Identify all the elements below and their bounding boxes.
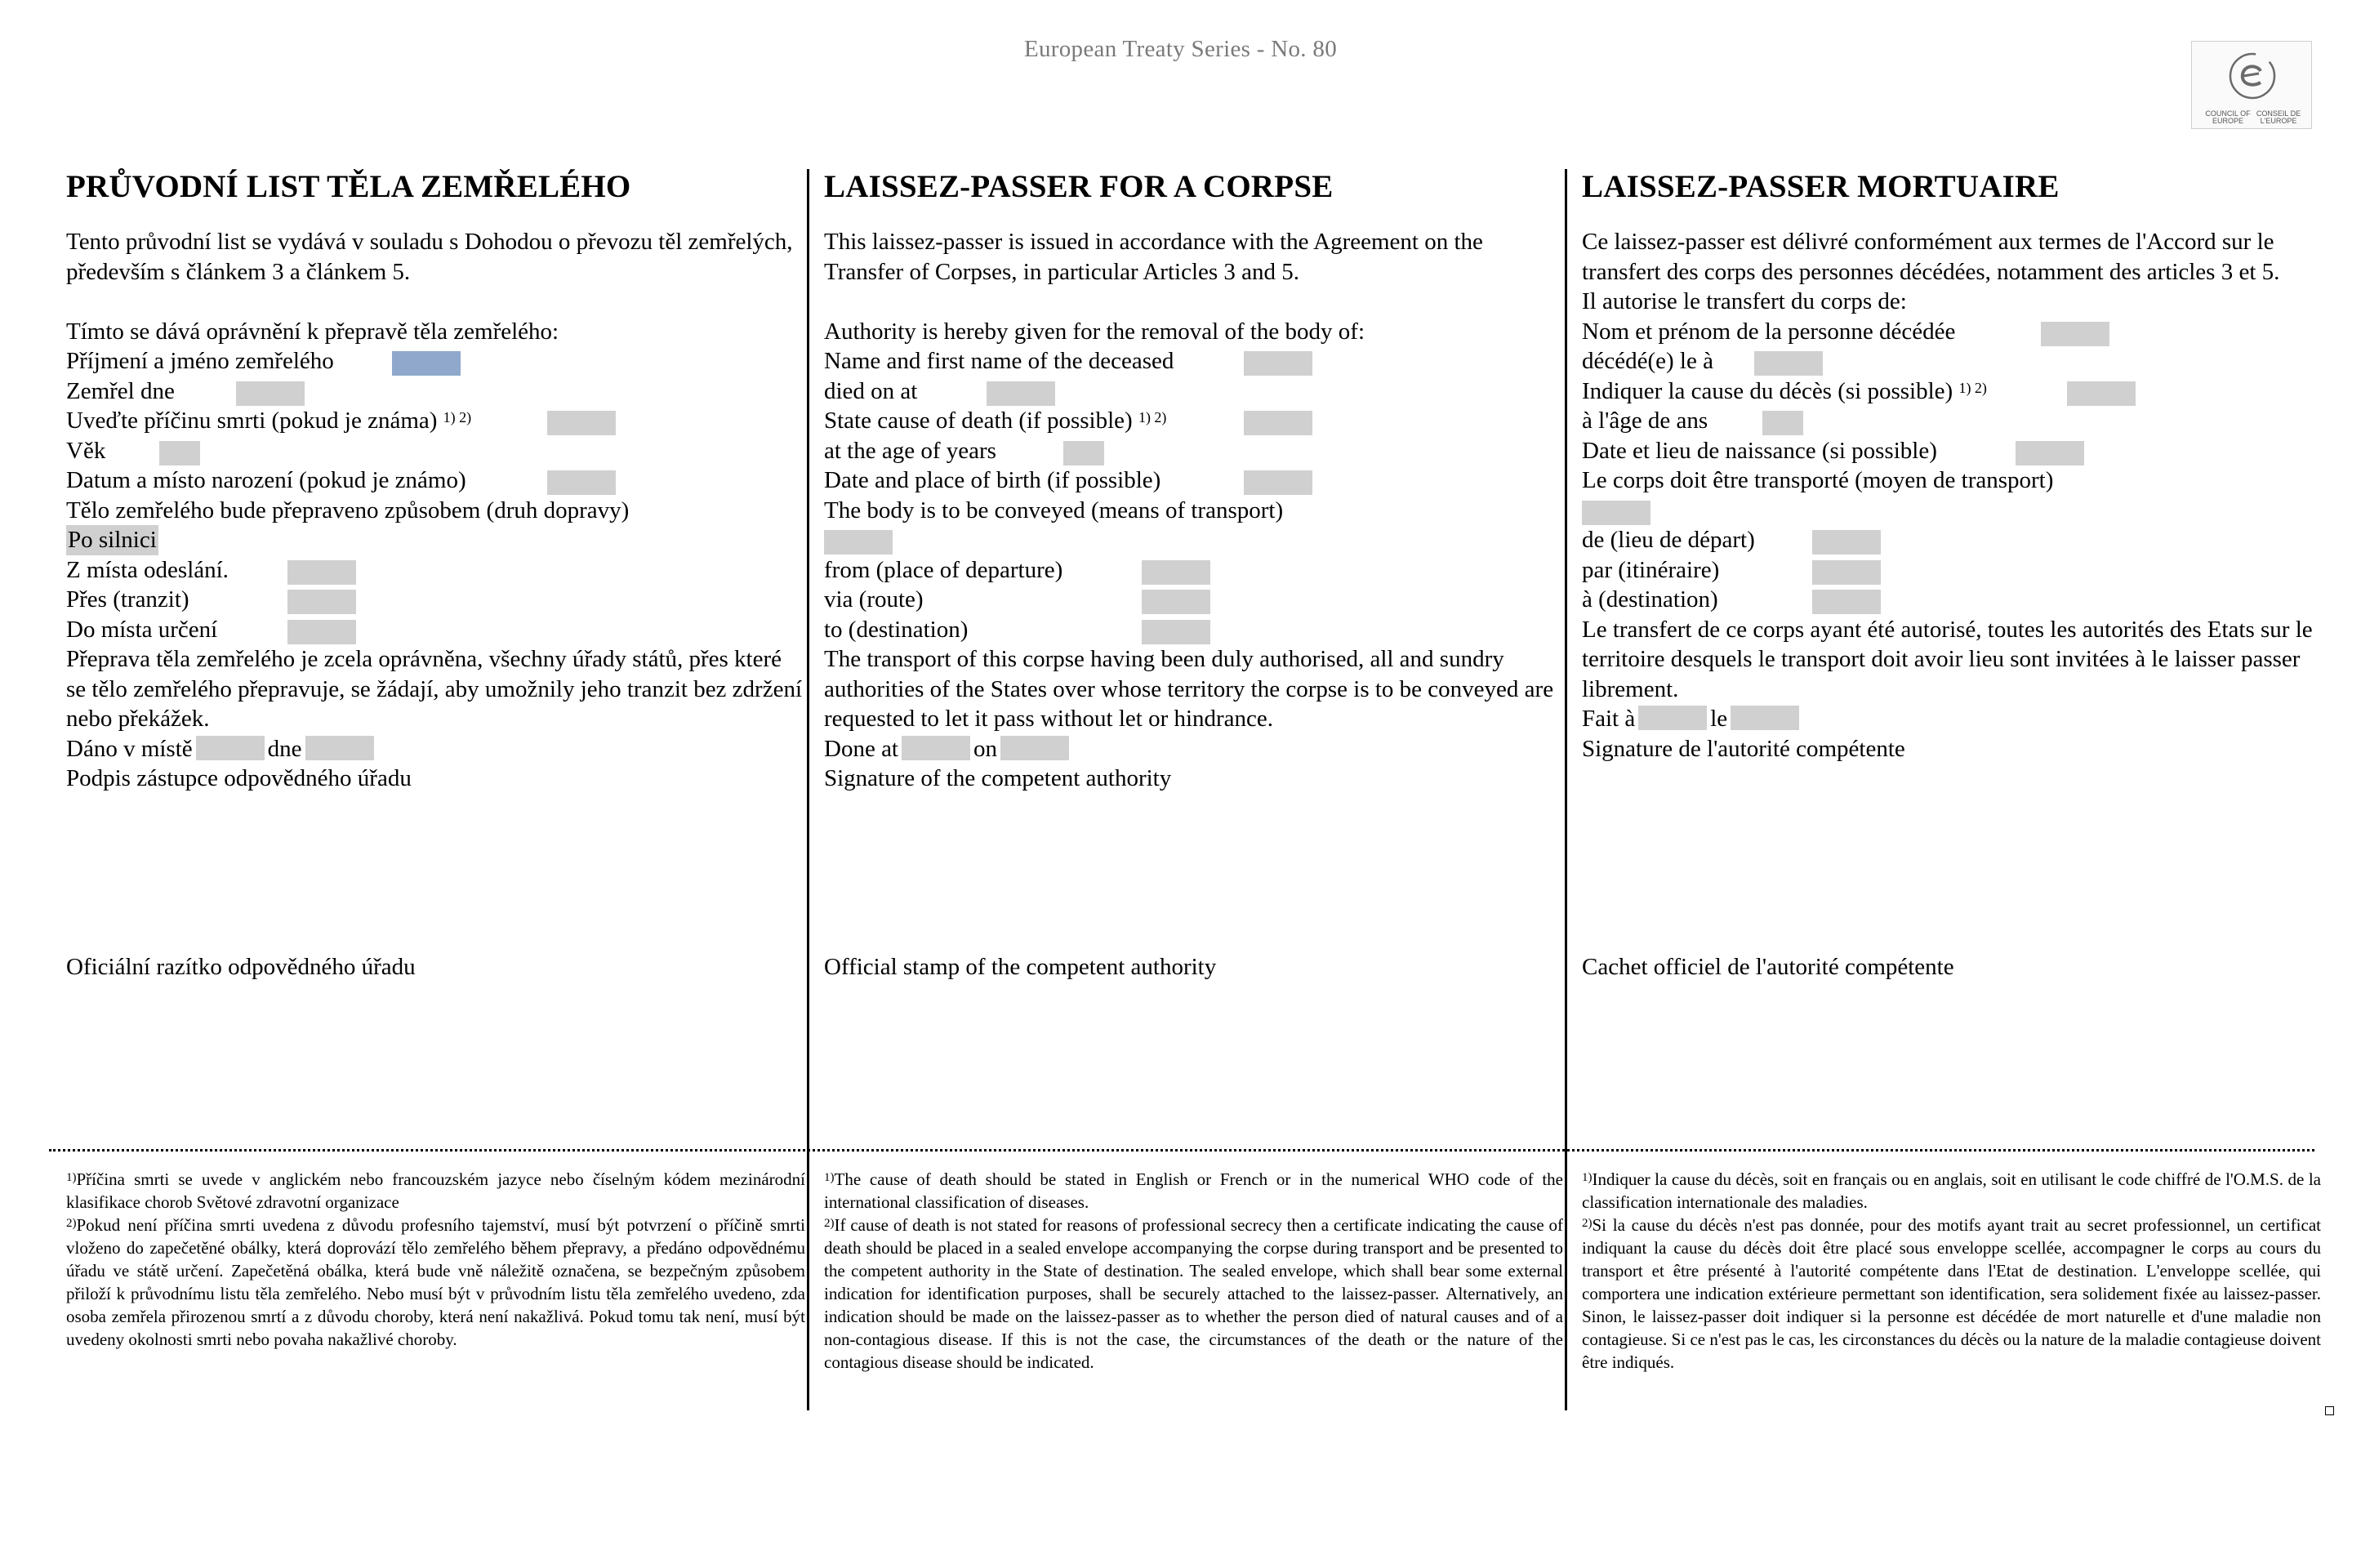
from-label: from (place of departure): [824, 556, 1063, 583]
signature-label: Podpis zástupce odpovědného úřadu: [66, 765, 412, 791]
signature-label: Signature of the competent authority: [824, 765, 1172, 791]
done-on-label: le: [1710, 706, 1728, 732]
footnote-marker: 2): [1582, 1217, 1593, 1230]
done-on-field[interactable]: [1000, 736, 1069, 760]
authority-text: Tímto se dává oprávnění k přepravě těla zemřelého:: [66, 318, 559, 345]
footnote-2: [66, 1214, 805, 1351]
footnotes-english: [824, 1168, 1563, 1374]
column-divider: [807, 169, 809, 1410]
footnote-marker: 2): [66, 1217, 77, 1230]
authority-text: Authority is hereby given for the removal of the body of:: [824, 318, 1365, 345]
cause-label: Uveďte příčinu smrti (pokud je známa): [66, 408, 438, 434]
birth-field[interactable]: [1244, 470, 1312, 495]
age-label: Věk: [66, 437, 106, 464]
to-field[interactable]: [1142, 620, 1210, 644]
done-on-label: dne: [267, 735, 302, 762]
from-label: de (lieu de départ): [1582, 527, 1755, 553]
cause-label: State cause of death (if possible): [824, 408, 1133, 434]
transport-field[interactable]: [1582, 501, 1650, 525]
done-at-field[interactable]: [196, 736, 265, 760]
signature-label: Signature de l'autorité compétente: [1582, 735, 1905, 762]
authority-text: Il autorise le transfert du corps de:: [1582, 288, 1907, 314]
transport-label: Le corps doit être transporté (moyen de transport): [1582, 467, 2054, 493]
done-at-field[interactable]: [1638, 706, 1707, 730]
cause-field[interactable]: [1244, 411, 1312, 435]
footnote-text: The cause of death should be stated in English or French or in the numerical WHO code of the international classification of diseases.: [824, 1169, 1563, 1212]
corner-marker: [2325, 1406, 2334, 1415]
via-label: Přes (tranzit): [66, 586, 189, 612]
transport-label: The body is to be conveyed (means of transport): [824, 497, 1284, 523]
name-label: Nom et prénom de la personne décédée: [1582, 318, 1956, 345]
intro-text: This laissez-passer is issued in accordance with the Agreement on the Transfer of Corpses, in particular Articles 3 and 5.: [824, 229, 1483, 285]
birth-label: Date et lieu de naissance (si possible): [1582, 437, 1937, 464]
column-english: [824, 163, 1563, 980]
name-field[interactable]: [1244, 351, 1312, 376]
column-french: [1582, 163, 2321, 980]
birth-label: Date and place of birth (if possible): [824, 467, 1161, 493]
name-label: Name and first name of the deceased: [824, 348, 1174, 374]
footnote-text: Indiquer la cause du décès, soit en français ou en anglais, soit en utilisant le code chiffré de l'O.M.S. de la classification internationale des maladies.: [1582, 1169, 2321, 1212]
footnote-text: Příčina smrti se uvede v anglickém nebo francouzském jazyce nebo číselným kódem mezinárodní klasifikace chorob Světové zdravotní organizace: [66, 1169, 805, 1212]
footnotes-czech: [66, 1168, 805, 1351]
transport-value[interactable]: Po silnici: [66, 525, 158, 555]
footnote-marker: 1): [1582, 1171, 1593, 1184]
done-at-label: Done at: [824, 735, 898, 762]
done-on-field[interactable]: [1731, 706, 1799, 730]
name-field[interactable]: [2041, 322, 2109, 346]
footnote-2: [824, 1214, 1563, 1374]
footnote-1: [824, 1168, 1563, 1214]
via-field[interactable]: [1812, 560, 1881, 585]
to-label: à (destination): [1582, 586, 1718, 612]
stamp-label: Oficiální razítko odpovědného úřadu: [66, 954, 416, 980]
footnote-marker: 1): [66, 1171, 77, 1184]
column-title: PRŮVODNÍ LIST TĚLA ZEMŘELÉHO: [66, 169, 631, 204]
logo-org-en: COUNCIL OF EUROPE: [2205, 109, 2251, 125]
transport-label: Tělo zemřelého bude přepraveno způsobem (druh dopravy): [66, 497, 630, 523]
column-czech: [66, 163, 805, 980]
council-of-europe-logo: [2191, 41, 2312, 129]
stamp-label: Cachet officiel de l'autorité compétente: [1582, 954, 1954, 980]
from-label: Z místa odeslání.: [66, 556, 229, 583]
name-label: Příjmení a jméno zemřelého: [66, 348, 334, 374]
died-label: décédé(e) le à: [1582, 348, 1713, 374]
stamp-label: Official stamp of the competent authority: [824, 954, 1217, 980]
to-label: Do místa určení: [66, 616, 218, 643]
footnotes-french: [1582, 1168, 2321, 1374]
died-field[interactable]: [987, 381, 1055, 406]
done-on-field[interactable]: [305, 736, 374, 760]
birth-field[interactable]: [547, 470, 616, 495]
from-field[interactable]: [1142, 560, 1210, 585]
cause-field[interactable]: [547, 411, 616, 435]
column-divider: [1565, 169, 1567, 1410]
pass-text: Le transfert de ce corps ayant été autorisé, toutes les autorités des Etats sur le territoire desquels le transport doit avoir lieu sont invitées à le laisser passer librement.: [1582, 616, 2313, 702]
from-field[interactable]: [1812, 530, 1881, 555]
footnote-marker: 2): [824, 1217, 835, 1230]
age-label: à l'âge de ans: [1582, 408, 1708, 434]
logo-org-fr: CONSEIL DE L'EUROPE: [2256, 109, 2301, 125]
name-field[interactable]: [392, 351, 461, 376]
footnote-text: If cause of death is not stated for reasons of professional secrecy then a certificate indicating the cause of death should be placed in a sealed envelope accompanying the corpse during transport and be presented to the competent authority in the State of destination. The sealed envelope, which shall bear some external indication for identification purposes, shall be securely attached to the laissez-passer. Alternatively, an indication should be made on the laissez-passer as to whether the person died of natural causes and of a non-contagious disease. If this is not the case, the circumstances of the death or the nature of the contagious disease should be indicated.: [824, 1215, 1563, 1372]
age-field[interactable]: [1063, 441, 1104, 466]
to-field[interactable]: [1812, 590, 1881, 614]
via-field[interactable]: [1142, 590, 1210, 614]
council-logo-icon: [2223, 47, 2282, 105]
done-at-label: Dáno v místě: [66, 735, 193, 762]
footnote-1: [66, 1168, 805, 1214]
cause-footnote-ref: 1) 2): [1138, 409, 1167, 425]
cause-footnote-ref: 1) 2): [1958, 379, 1987, 396]
done-on-label: on: [973, 735, 997, 762]
footnote-text: Si la cause du décès n'est pas donnée, pour des motifs ayant trait au secret professionnel, un certificat indiquant la cause du décès doit être placé sous enveloppe scellée, accompagner le corps au cours du transport et être présenté à l'autorité compétente dans l'Etat de destination. L'enveloppe scellée, qui comportera une indication extérieure permettant son identification, sera solidement fixée au laissez-passer. Sinon, le laissez-passer doit indiquer si la personne est décédée de mort naturelle et d'une maladie non contagieuse. Si ce n'est pas le cas, les circonstances du décès ou la nature de la maladie contagieuse doivent être indiqués.: [1582, 1215, 2321, 1372]
pass-text: Přeprava těla zemřelého je zcela oprávněna, všechny úřady států, přes které se tělo zemřelého přepravuje, se žádají, aby umožnily jeho tranzit bez zdržení nebo překážek.: [66, 646, 803, 732]
footnote-divider: [49, 1149, 2314, 1152]
done-at-label: Fait à: [1582, 706, 1636, 732]
age-field[interactable]: [1762, 411, 1803, 435]
pass-text: The transport of this corpse having been duly authorised, all and sundry authorities of the States over whose territory the corpse is to be conveyed are requested to let it pass without let or hindrance.: [824, 646, 1554, 732]
died-label: died on at: [824, 377, 918, 404]
birth-label: Datum a místo narození (pokud je známo): [66, 467, 466, 493]
footnote-2: [1582, 1214, 2321, 1374]
footnote-text: Pokud není příčina smrti uvedena z důvodu profesního tajemství, musí být potvrzení o příčině smrti vloženo do zapečetěné obálky, která doprovází tělo zemřelého během přepravy, a předáno odpovědnému úřadu ve státě určení. Zapečetěná obálka, která bude vně náležitě označena, se bezpečným způsobem přiloží k průvodnímu listu těla zemřelého. Nebo musí být v průvodním listu těla zemřelého uvedeno, zda osoba zemřela přirozenou smrtí a z důvodu choroby, která není nakažlivá. Pokud tomu tak není, musí být uvedeny okolnosti smrti nebo povaha nakažlivé choroby.: [66, 1215, 805, 1349]
series-header: European Treaty Series - No. 80: [1023, 36, 1337, 62]
birth-field[interactable]: [2016, 441, 2084, 466]
died-label: Zemřel dne: [66, 377, 175, 404]
age-field[interactable]: [159, 441, 200, 466]
intro-text: Tento průvodní list se vydává v souladu s Dohodou o převozu těl zemřelých, především s článkem 3 a článkem 5.: [66, 229, 793, 285]
column-title: LAISSEZ-PASSER FOR A CORPSE: [824, 169, 1334, 204]
cause-label: Indiquer la cause du décès (si possible): [1582, 377, 1953, 404]
footnote-marker: 1): [824, 1171, 835, 1184]
transport-field[interactable]: [824, 530, 893, 555]
cause-footnote-ref: 1) 2): [443, 409, 472, 425]
footnote-1: [1582, 1168, 2321, 1214]
via-label: par (itinéraire): [1582, 556, 1720, 583]
from-field[interactable]: [287, 560, 356, 585]
died-field[interactable]: [1754, 351, 1823, 376]
cause-field[interactable]: [2067, 381, 2136, 406]
column-title: LAISSEZ-PASSER MORTUAIRE: [1582, 169, 2060, 204]
intro-text: Ce laissez-passer est délivré conformément aux termes de l'Accord sur le transfert des corps des personnes décédées, notamment des articles 3 et 5.: [1582, 229, 2280, 285]
done-at-field[interactable]: [902, 736, 970, 760]
via-label: via (route): [824, 586, 924, 612]
via-field[interactable]: [287, 590, 356, 614]
to-field[interactable]: [287, 620, 356, 644]
to-label: to (destination): [824, 616, 969, 643]
died-field[interactable]: [236, 381, 305, 406]
age-label: at the age of years: [824, 437, 996, 464]
